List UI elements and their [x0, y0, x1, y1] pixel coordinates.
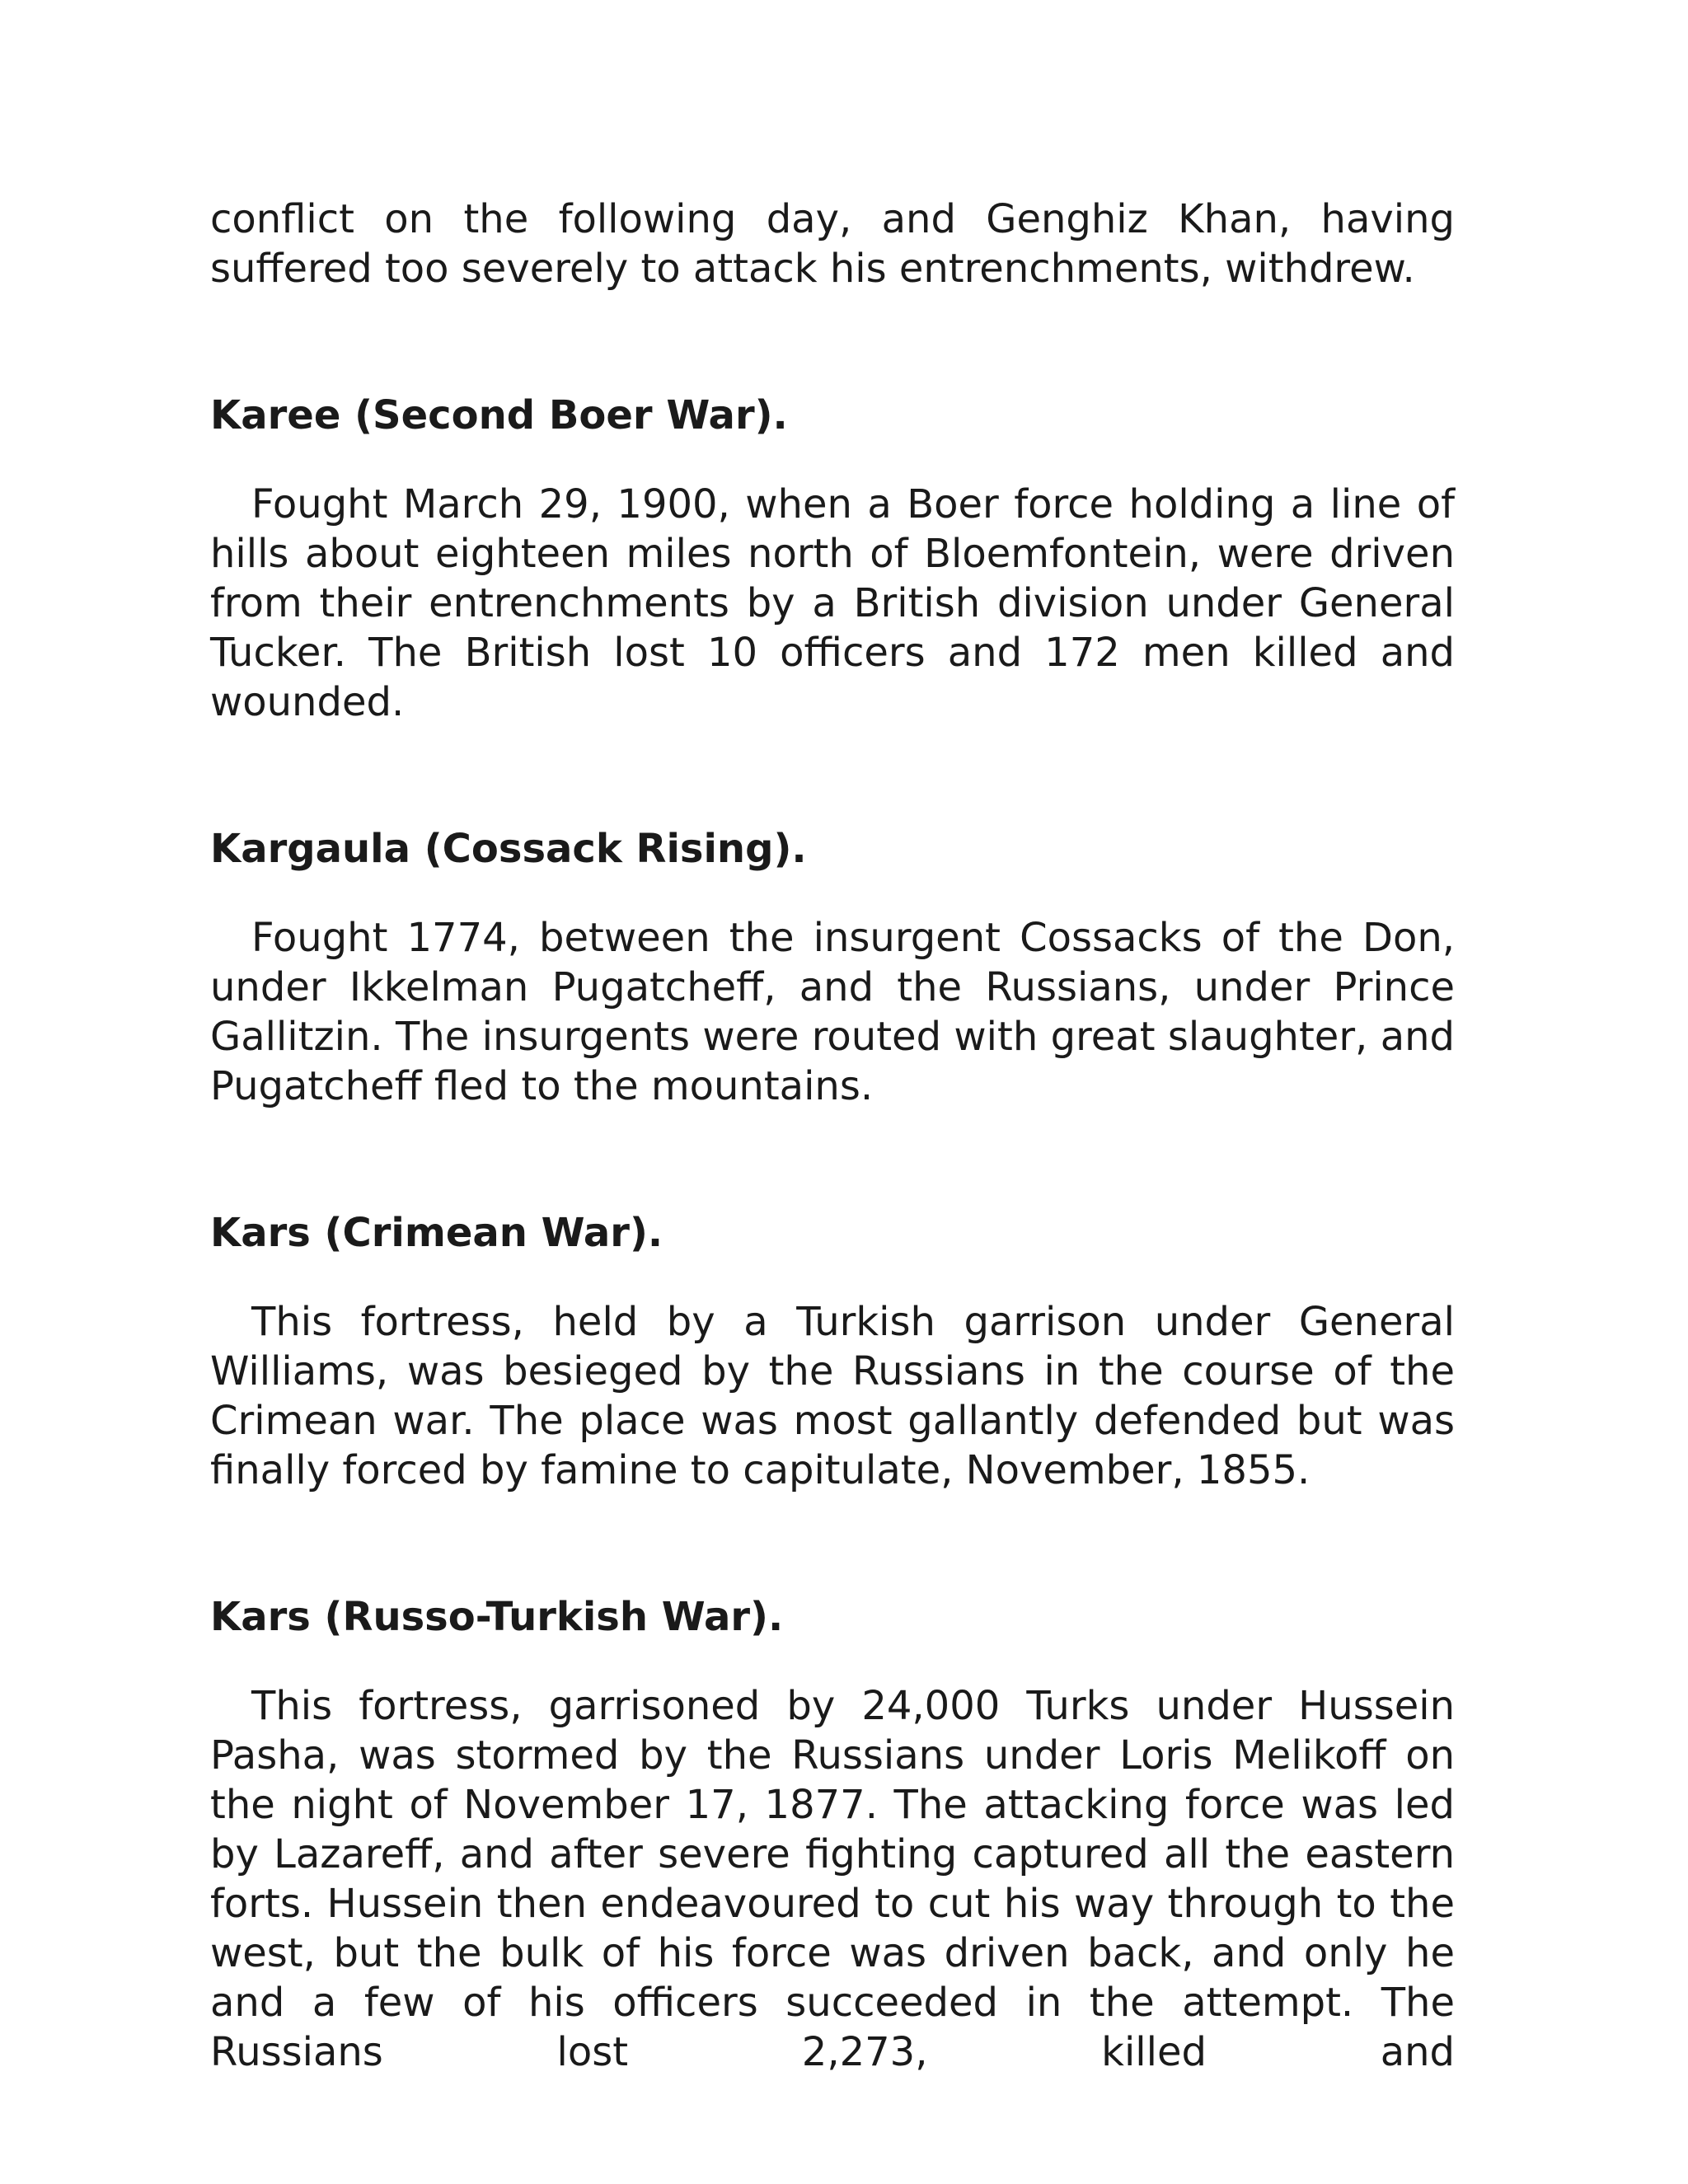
entry-heading-kars-crimean: Kars (Crimean War).: [210, 1210, 663, 1256]
entry-body-kars-crimean: This fortress, held by a Turkish garrison under General Williams, was besieged by the Russians in the course of the Crimean war. The place was most gallantly defended but was finally forced by famine to capitulate, November, 1855.: [210, 1299, 1455, 1493]
document-page: [210, 194, 1455, 2077]
entry-heading-karee: Karee (Second Boer War).: [210, 392, 788, 438]
entry-body-kars-russo-turkish: This fortress, garrisoned by 24,000 Turks under Hussein Pasha, was stormed by the Russians under Loris Melikoff on the night of November 17, 1877. The attacking force was led by Lazareff, and after severe fighting captured all the eastern forts. Hussein then endeavoured to cut his way through to the west, but the bulk of his force was driven back, and only he and a few of his officers succeeded in the attempt. The Russians lost 2,273, killed and: [210, 1683, 1455, 2075]
entry-heading-kars-russo-turkish: Kars (Russo-Turkish War).: [210, 1594, 784, 1640]
entry-body-karee: Fought March 29, 1900, when a Boer force holding a line of hills about eighteen miles north of Bloemfontein, were driven from their entrenchments by a British division under General Tucker. The British lost 10 officers and 172 men killed and wounded.: [210, 481, 1455, 725]
entry-body-kargaula: Fought 1774, between the insurgent Cossacks of the Don, under Ikkelman Pugatcheff, and the Russians, under Prince Gallitzin. The insurgents were routed with great slaughter, and Pugatcheff fled to the mountains.: [210, 915, 1455, 1109]
entry-heading-kargaula: Kargaula (Cossack Rising).: [210, 826, 807, 872]
intro-paragraph: conflict on the following day, and Genghiz Khan, having suffered too severely to attack his entrenchments, withdrew.: [210, 196, 1455, 292]
